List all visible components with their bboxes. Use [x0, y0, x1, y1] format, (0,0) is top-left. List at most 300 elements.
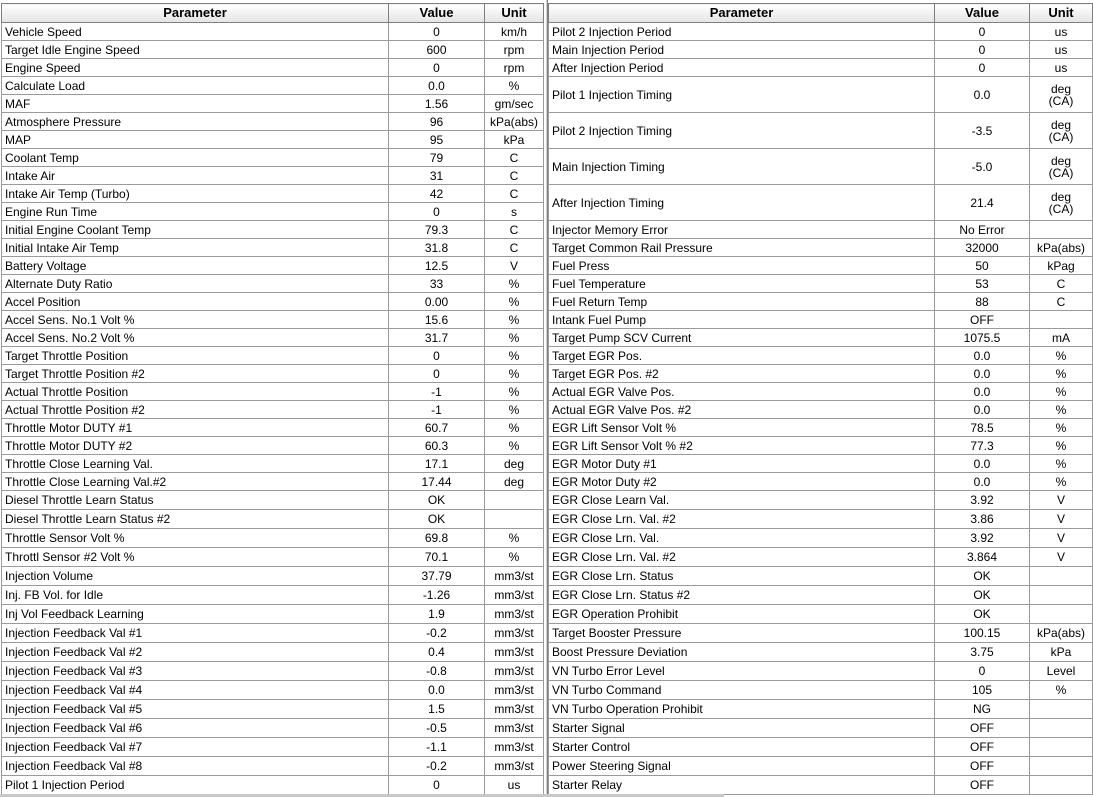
left-header-row [2, 4, 544, 23]
unit-cell: C [485, 149, 544, 167]
value-cell: 0 [389, 203, 485, 221]
unit-cell: % [1030, 681, 1093, 700]
table-row[interactable] [2, 203, 544, 221]
value-cell: 95 [389, 131, 485, 149]
unit-line-2: (CA) [1048, 165, 1074, 180]
value-cell: 3.86 [935, 510, 1030, 529]
parameter-cell: Target Throttle Position #2 [2, 365, 389, 383]
parameter-cell: Throttle Motor DUTY #1 [2, 419, 389, 437]
table-row[interactable] [2, 473, 544, 491]
unit-cell: rpm [485, 59, 544, 77]
value-cell: 50 [935, 257, 1030, 275]
unit-cell: % [1030, 365, 1093, 383]
column-header-value[interactable]: Value [935, 4, 1030, 23]
table-row[interactable] [2, 491, 544, 510]
unit-cell [1030, 77, 1093, 113]
table-row[interactable] [2, 700, 544, 719]
value-cell: -1.26 [389, 586, 485, 605]
parameter-cell: Initial Engine Coolant Temp [2, 221, 389, 239]
value-cell: 0.0 [935, 455, 1030, 473]
unit-cell: deg [485, 473, 544, 491]
table-row[interactable] [2, 221, 544, 239]
value-cell: 15.6 [389, 311, 485, 329]
unit-cell: mA [1030, 329, 1093, 347]
unit-cell: us [1030, 23, 1093, 41]
unit-cell: km/h [485, 23, 544, 41]
unit-cell [1030, 113, 1093, 149]
value-cell: -5.0 [935, 149, 1030, 185]
value-cell: 79 [389, 149, 485, 167]
table-row[interactable] [2, 275, 544, 293]
unit-cell [1030, 700, 1093, 719]
table-row[interactable] [549, 365, 1093, 383]
table-row[interactable] [549, 257, 1093, 275]
table-row[interactable] [2, 329, 544, 347]
table-row[interactable] [2, 401, 544, 419]
parameter-cell: Main Injection Period [549, 41, 935, 59]
table-row[interactable] [549, 275, 1093, 293]
value-cell: 0 [389, 59, 485, 77]
parameter-cell: Fuel Press [549, 257, 935, 275]
parameter-cell: Pilot 2 Injection Timing [549, 113, 935, 149]
value-cell: OFF [935, 776, 1030, 795]
parameter-cell: Starter Signal [549, 719, 935, 738]
parameter-cell: Target EGR Pos. [549, 347, 935, 365]
parameter-cell: Injection Feedback Val #4 [2, 681, 389, 700]
value-cell: -1.1 [389, 738, 485, 757]
table-row[interactable] [2, 605, 544, 624]
unit-cell: gm/sec [485, 95, 544, 113]
value-cell: OFF [935, 311, 1030, 329]
unit-cell [1030, 776, 1093, 795]
parameter-cell: Starter Relay [549, 776, 935, 795]
table-row[interactable] [549, 239, 1093, 257]
parameter-cell: Boost Pressure Deviation [549, 643, 935, 662]
unit-cell: C [485, 185, 544, 203]
value-cell: OFF [935, 738, 1030, 757]
parameter-cell: MAF [2, 95, 389, 113]
unit-line-1: deg [1050, 81, 1072, 96]
table-row[interactable] [549, 149, 1093, 185]
value-cell: 0.0 [935, 365, 1030, 383]
column-header-parameter[interactable]: Parameter [2, 4, 389, 23]
parameter-cell: After Injection Period [549, 59, 935, 77]
unit-cell: C [1030, 293, 1093, 311]
parameter-cell: Engine Run Time [2, 203, 389, 221]
value-cell: 0 [935, 662, 1030, 681]
value-cell: 0.0 [389, 77, 485, 95]
unit-cell: kPa [485, 131, 544, 149]
value-cell: 78.5 [935, 419, 1030, 437]
value-cell: OK [389, 491, 485, 510]
parameter-cell: Target Booster Pressure [549, 624, 935, 643]
value-cell: 1.5 [389, 700, 485, 719]
value-cell: 31.8 [389, 239, 485, 257]
value-cell: 17.44 [389, 473, 485, 491]
unit-cell: % [485, 311, 544, 329]
unit-cell [485, 491, 544, 510]
unit-cell: rpm [485, 41, 544, 59]
table-row[interactable] [549, 311, 1093, 329]
value-cell: 3.92 [935, 529, 1030, 548]
unit-cell: V [1030, 548, 1093, 567]
value-cell: 0 [935, 23, 1030, 41]
table-row[interactable] [2, 586, 544, 605]
column-header-unit[interactable]: Unit [1030, 4, 1093, 23]
value-cell: No Error [935, 221, 1030, 239]
value-cell: 42 [389, 185, 485, 203]
parameter-cell: Actual EGR Valve Pos. #2 [549, 401, 935, 419]
unit-line-1: deg [1050, 117, 1072, 132]
parameter-cell: Target Throttle Position [2, 347, 389, 365]
right-parameter-table [548, 3, 1093, 795]
left-data-panel [1, 3, 544, 795]
unit-cell [1030, 605, 1093, 624]
parameter-cell: Fuel Temperature [549, 275, 935, 293]
table-row[interactable] [2, 624, 544, 643]
unit-cell: C [1030, 275, 1093, 293]
table-row[interactable] [549, 605, 1093, 624]
parameter-cell: Injection Feedback Val #7 [2, 738, 389, 757]
parameter-cell: Throttle Sensor Volt % [2, 529, 389, 548]
table-row[interactable] [2, 383, 544, 401]
unit-cell [1030, 221, 1093, 239]
unit-line-2: (CA) [1048, 93, 1074, 108]
column-header-parameter[interactable]: Parameter [549, 4, 935, 23]
parameter-cell: Actual Throttle Position [2, 383, 389, 401]
table-row[interactable] [549, 41, 1093, 59]
unit-cell: % [1030, 383, 1093, 401]
value-cell: 600 [389, 41, 485, 59]
value-cell: 79.3 [389, 221, 485, 239]
parameter-cell: Engine Speed [2, 59, 389, 77]
unit-cell: % [485, 347, 544, 365]
table-row[interactable] [549, 529, 1093, 548]
table-row[interactable] [2, 185, 544, 203]
parameter-cell: Power Steering Signal [549, 757, 935, 776]
parameter-cell: VN Turbo Command [549, 681, 935, 700]
unit-cell: us [485, 776, 544, 795]
parameter-cell: Intake Air [2, 167, 389, 185]
value-cell: 33 [389, 275, 485, 293]
table-row[interactable] [2, 311, 544, 329]
table-row[interactable] [549, 23, 1093, 41]
unit-line-1: deg [1050, 189, 1072, 204]
value-cell: 0 [389, 365, 485, 383]
table-row[interactable] [549, 455, 1093, 473]
parameter-cell: EGR Operation Prohibit [549, 605, 935, 624]
table-row[interactable] [549, 567, 1093, 586]
parameter-cell: Fuel Return Temp [549, 293, 935, 311]
parameter-cell: Starter Control [549, 738, 935, 757]
parameter-cell: EGR Motor Duty #1 [549, 455, 935, 473]
value-cell: OK [935, 567, 1030, 586]
parameter-cell: Accel Sens. No.2 Volt % [2, 329, 389, 347]
table-row[interactable] [549, 681, 1093, 700]
table-row[interactable] [549, 185, 1093, 221]
value-cell: OK [389, 510, 485, 529]
parameter-cell: Injection Feedback Val #8 [2, 757, 389, 776]
table-row[interactable] [2, 419, 544, 437]
value-cell: 88 [935, 293, 1030, 311]
parameter-cell: Injection Volume [2, 567, 389, 586]
unit-cell: mm3/st [485, 567, 544, 586]
table-row[interactable] [549, 293, 1093, 311]
parameter-cell: Calculate Load [2, 77, 389, 95]
value-cell: 0.0 [389, 681, 485, 700]
value-cell: 0 [389, 347, 485, 365]
parameter-cell: EGR Lift Sensor Volt % [549, 419, 935, 437]
parameter-cell: VN Turbo Error Level [549, 662, 935, 681]
value-cell: 31.7 [389, 329, 485, 347]
parameter-cell: EGR Motor Duty #2 [549, 473, 935, 491]
parameter-cell: Pilot 1 Injection Period [2, 776, 389, 795]
table-row[interactable] [549, 738, 1093, 757]
unit-cell: Level [1030, 662, 1093, 681]
table-row[interactable] [549, 419, 1093, 437]
unit-cell: kPa(abs) [1030, 624, 1093, 643]
table-row[interactable] [2, 365, 544, 383]
parameter-cell: Vehicle Speed [2, 23, 389, 41]
unit-cell: mm3/st [485, 738, 544, 757]
unit-cell: kPa(abs) [1030, 239, 1093, 257]
table-row[interactable] [549, 510, 1093, 529]
table-row[interactable] [2, 643, 544, 662]
unit-cell: mm3/st [485, 643, 544, 662]
parameter-cell: After Injection Timing [549, 185, 935, 221]
value-cell: 21.4 [935, 185, 1030, 221]
value-cell: -0.2 [389, 624, 485, 643]
parameter-cell: Target EGR Pos. #2 [549, 365, 935, 383]
unit-cell: % [485, 437, 544, 455]
unit-cell [1030, 586, 1093, 605]
value-cell: -0.8 [389, 662, 485, 681]
table-row[interactable] [549, 491, 1093, 510]
value-cell: 17.1 [389, 455, 485, 473]
unit-line-2: (CA) [1048, 129, 1074, 144]
table-row[interactable] [2, 719, 544, 738]
value-cell: 32000 [935, 239, 1030, 257]
right-table-body [549, 23, 1093, 795]
parameter-cell: EGR Close Lrn. Val. [549, 529, 935, 548]
unit-cell: % [485, 419, 544, 437]
table-row[interactable] [2, 149, 544, 167]
parameter-cell: Inj. FB Vol. for Idle [2, 586, 389, 605]
unit-cell: kPa(abs) [485, 113, 544, 131]
value-cell: 69.8 [389, 529, 485, 548]
value-cell: 31 [389, 167, 485, 185]
table-row[interactable] [549, 221, 1093, 239]
parameter-cell: Intake Air Temp (Turbo) [2, 185, 389, 203]
value-cell: -0.2 [389, 757, 485, 776]
parameter-cell: Throttle Close Learning Val.#2 [2, 473, 389, 491]
unit-cell [1030, 738, 1093, 757]
value-cell: 0 [935, 59, 1030, 77]
parameter-cell: Intank Fuel Pump [549, 311, 935, 329]
table-row[interactable] [2, 437, 544, 455]
table-row[interactable] [2, 529, 544, 548]
unit-cell: % [485, 77, 544, 95]
table-row[interactable] [2, 455, 544, 473]
unit-cell: mm3/st [485, 586, 544, 605]
table-row[interactable] [549, 401, 1093, 419]
table-row[interactable] [549, 757, 1093, 776]
unit-cell: % [485, 529, 544, 548]
table-row[interactable] [2, 59, 544, 77]
unit-cell: C [485, 239, 544, 257]
unit-cell: mm3/st [485, 662, 544, 681]
table-row[interactable] [2, 41, 544, 59]
value-cell: -1 [389, 401, 485, 419]
unit-cell: % [485, 401, 544, 419]
table-row[interactable] [549, 347, 1093, 365]
unit-cell: us [1030, 41, 1093, 59]
parameter-cell: EGR Close Lrn. Status #2 [549, 586, 935, 605]
value-cell: 0.4 [389, 643, 485, 662]
table-row[interactable] [2, 776, 544, 795]
parameter-cell: Injection Feedback Val #5 [2, 700, 389, 719]
unit-cell: % [1030, 455, 1093, 473]
parameter-cell: Alternate Duty Ratio [2, 275, 389, 293]
value-cell: 96 [389, 113, 485, 131]
table-row[interactable] [2, 77, 544, 95]
unit-cell [1030, 567, 1093, 586]
value-cell: 37.79 [389, 567, 485, 586]
table-row[interactable] [2, 757, 544, 776]
table-row[interactable] [549, 329, 1093, 347]
value-cell: 1075.5 [935, 329, 1030, 347]
parameter-cell: EGR Close Lrn. Status [549, 567, 935, 586]
table-row[interactable] [549, 643, 1093, 662]
parameter-cell: Injection Feedback Val #6 [2, 719, 389, 738]
unit-cell: % [485, 548, 544, 567]
value-cell: 3.92 [935, 491, 1030, 510]
table-row[interactable] [549, 548, 1093, 567]
unit-cell [1030, 757, 1093, 776]
table-row[interactable] [549, 719, 1093, 738]
value-cell: 60.7 [389, 419, 485, 437]
table-row[interactable] [2, 293, 544, 311]
value-cell: 100.15 [935, 624, 1030, 643]
value-cell: 3.75 [935, 643, 1030, 662]
table-row[interactable] [549, 77, 1093, 113]
left-table-body [2, 23, 544, 795]
parameter-cell: EGR Close Lrn. Val. #2 [549, 548, 935, 567]
parameter-cell: Accel Sens. No.1 Volt % [2, 311, 389, 329]
value-cell: 0.00 [389, 293, 485, 311]
unit-cell: mm3/st [485, 719, 544, 738]
unit-line-1: deg [1050, 153, 1072, 168]
unit-cell: deg [485, 455, 544, 473]
parameter-cell: Injection Feedback Val #2 [2, 643, 389, 662]
table-row[interactable] [549, 113, 1093, 149]
table-row[interactable] [549, 586, 1093, 605]
table-row[interactable] [549, 776, 1093, 795]
value-cell: OFF [935, 719, 1030, 738]
table-row[interactable] [549, 700, 1093, 719]
unit-cell: % [485, 383, 544, 401]
value-cell: 0 [389, 23, 485, 41]
unit-cell: % [485, 329, 544, 347]
table-row[interactable] [549, 437, 1093, 455]
parameter-cell: Accel Position [2, 293, 389, 311]
value-cell: 0.0 [935, 473, 1030, 491]
unit-cell [485, 510, 544, 529]
column-header-unit[interactable]: Unit [485, 4, 544, 23]
value-cell: 3.864 [935, 548, 1030, 567]
unit-cell: % [485, 275, 544, 293]
table-row[interactable] [2, 567, 544, 586]
unit-cell: mm3/st [485, 624, 544, 643]
unit-cell: mm3/st [485, 700, 544, 719]
table-row[interactable] [2, 681, 544, 700]
unit-cell: C [485, 221, 544, 239]
unit-cell: mm3/st [485, 605, 544, 624]
value-cell: -0.5 [389, 719, 485, 738]
parameter-cell: VN Turbo Operation Prohibit [549, 700, 935, 719]
parameter-cell: Diesel Throttle Learn Status #2 [2, 510, 389, 529]
table-row[interactable] [549, 624, 1093, 643]
parameter-cell: Target Pump SCV Current [549, 329, 935, 347]
column-header-value[interactable]: Value [389, 4, 485, 23]
value-cell: -1 [389, 383, 485, 401]
value-cell: 105 [935, 681, 1030, 700]
parameter-cell: Injector Memory Error [549, 221, 935, 239]
table-row[interactable] [549, 59, 1093, 77]
right-header-row [549, 4, 1093, 23]
table-row[interactable] [2, 510, 544, 529]
parameter-cell: Initial Intake Air Temp [2, 239, 389, 257]
parameter-cell: Inj Vol Feedback Learning [2, 605, 389, 624]
table-row[interactable] [2, 347, 544, 365]
unit-cell: kPag [1030, 257, 1093, 275]
value-cell: OK [935, 586, 1030, 605]
unit-cell: % [1030, 419, 1093, 437]
table-row[interactable] [2, 548, 544, 567]
unit-cell: % [485, 365, 544, 383]
table-row[interactable] [2, 131, 544, 149]
unit-cell [1030, 311, 1093, 329]
parameter-cell: Throttle Motor DUTY #2 [2, 437, 389, 455]
table-row[interactable] [2, 257, 544, 275]
unit-cell: us [1030, 59, 1093, 77]
table-row[interactable] [549, 473, 1093, 491]
table-row[interactable] [2, 113, 544, 131]
unit-cell: % [1030, 401, 1093, 419]
table-row[interactable] [549, 383, 1093, 401]
unit-cell: % [1030, 347, 1093, 365]
table-row[interactable] [549, 662, 1093, 681]
table-row[interactable] [2, 95, 544, 113]
parameter-cell: Actual Throttle Position #2 [2, 401, 389, 419]
parameter-cell: EGR Close Lrn. Val. #2 [549, 510, 935, 529]
parameter-cell: MAP [2, 131, 389, 149]
value-cell: 0 [935, 41, 1030, 59]
value-cell: -3.5 [935, 113, 1030, 149]
value-cell: 1.56 [389, 95, 485, 113]
table-row[interactable] [2, 239, 544, 257]
unit-cell: % [1030, 437, 1093, 455]
table-row[interactable] [2, 662, 544, 681]
unit-cell: kPa [1030, 643, 1093, 662]
value-cell: 0.0 [935, 77, 1030, 113]
table-row[interactable] [2, 738, 544, 757]
parameter-cell: Diesel Throttle Learn Status [2, 491, 389, 510]
table-row[interactable] [2, 167, 544, 185]
unit-cell: mm3/st [485, 757, 544, 776]
value-cell: 0.0 [935, 401, 1030, 419]
table-row[interactable] [2, 23, 544, 41]
